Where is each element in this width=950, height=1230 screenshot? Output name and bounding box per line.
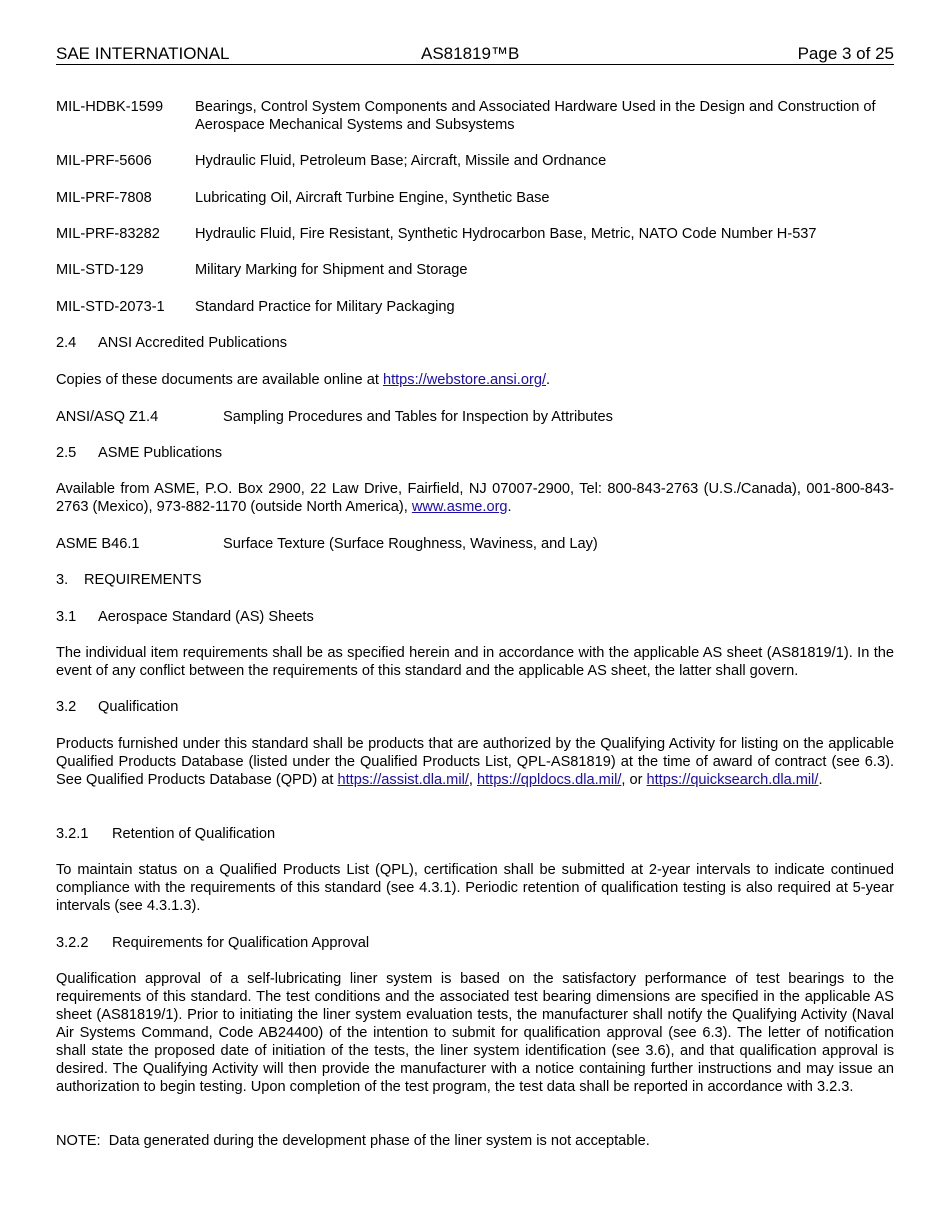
section-heading xyxy=(56,444,894,462)
reference-entry xyxy=(56,298,894,316)
reference-code: MIL-PRF-7808 xyxy=(56,190,152,206)
reference-code: MIL-STD-2073-1 xyxy=(56,299,165,315)
paragraph xyxy=(56,735,894,789)
section-number: 3.2.1 xyxy=(56,826,89,842)
punctuation: . xyxy=(507,499,512,515)
reference-title: Bearings, Control System Components and Associated Hardware Used in the Design and Construction of Aerospace Mechanical Systems and Subsystems xyxy=(195,99,876,133)
reference-entry xyxy=(56,152,894,170)
section-title: REQUIREMENTS xyxy=(84,572,202,588)
reference-entry xyxy=(56,261,894,279)
reference-code: MIL-PRF-83282 xyxy=(56,226,160,242)
reference-code: MIL-HDBK-1599 xyxy=(56,99,164,115)
section-heading xyxy=(56,698,894,716)
reference-title: Hydraulic Fluid, Petroleum Base; Aircraft, Missile and Ordnance xyxy=(195,153,607,169)
reference-entry xyxy=(56,189,894,207)
reference-title: Military Marking for Shipment and Storage xyxy=(195,262,468,278)
reference-entry xyxy=(56,225,894,243)
punctuation: , xyxy=(468,772,477,788)
qpldocs-link[interactable]: https://qpldocs.dla.mil/ xyxy=(476,772,622,788)
header-org: SAE INTERNATIONAL xyxy=(56,44,230,63)
section-title: Aerospace Standard (AS) Sheets xyxy=(98,609,314,625)
page-header xyxy=(56,44,894,65)
section-title: Qualification xyxy=(98,699,179,715)
paragraph: To maintain status on a Qualified Products List (QPL), certification shall be submitted at 2-year intervals to indicate continued compliance with the requirements of this standard (see 4.3.1). Periodic retention of qualification testing is also required at 5-year intervals (see 4.3.1.3). xyxy=(56,862,894,914)
reference-code: MIL-STD-129 xyxy=(56,262,144,278)
section-heading xyxy=(56,934,894,952)
paragraph-text: Products furnished under this standard shall be products that are authorized by the Qualifying Activity for listing on the applicable Qualified Products Database (listed under the Qualified Products List, QPL-AS81819) at the time of award of contract (see 6.3). See Qualified Products Database (QPD) at xyxy=(56,736,894,788)
reference-entry xyxy=(56,408,894,426)
section-number: 2.5 xyxy=(56,445,77,461)
section-title: Retention of Qualification xyxy=(112,826,276,842)
quicksearch-link[interactable]: https://quicksearch.dla.mil/ xyxy=(646,772,819,788)
section-title: ANSI Accredited Publications xyxy=(98,335,288,351)
section-heading xyxy=(56,825,894,843)
section-title: ASME Publications xyxy=(98,445,223,461)
reference-title: Hydraulic Fluid, Fire Resistant, Synthetic Hydrocarbon Base, Metric, NATO Code Number H-537 xyxy=(195,226,817,242)
paragraph xyxy=(56,480,894,516)
punctuation: , or xyxy=(621,772,647,788)
reference-title: Lubricating Oil, Aircraft Turbine Engine, Synthetic Base xyxy=(195,190,550,206)
section-number: 2.4 xyxy=(56,335,77,351)
section-number: 3.2.2 xyxy=(56,935,89,951)
reference-title: Sampling Procedures and Tables for Inspection by Attributes xyxy=(223,409,613,425)
punctuation: . xyxy=(546,372,551,388)
note: NOTE: Data generated during the development phase of the liner system is not acceptable. xyxy=(56,1133,650,1149)
reference-code: MIL-PRF-5606 xyxy=(56,153,152,169)
reference-code: ASME B46.1 xyxy=(56,536,140,552)
section-number: 3. xyxy=(56,572,69,588)
reference-title: Standard Practice for Military Packaging xyxy=(195,299,455,315)
ansi-webstore-link[interactable]: https://webstore.ansi.org/ xyxy=(382,372,546,388)
assist-link[interactable]: https://assist.dla.mil/ xyxy=(337,772,469,788)
header-doc-number: AS81819™B xyxy=(421,44,520,63)
paragraph: The individual item requirements shall be as specified herein and in accordance with the applicable AS sheet (AS81819/1). In the event of any conflict between the requirements of this standard and the applicable AS sheet, the latter shall govern. xyxy=(56,645,894,679)
paragraph: Qualification approval of a self-lubricating liner system is based on the satisfactory performance of test bearings to the requirements of this standard. The test conditions and the associated test bearing dimensions are specified in the applicable AS sheet (AS81819/1). Prior to initiating the liner system evaluation tests, the manufacturer shall notify the Qualifying Activity (Naval Air Systems Command, Code AB24400) of the intention to submit for qualification approval (see 6.3). The letter of notification shall state the proposed date of initiation of the tests, the liner system identification (see 3.6), and that qualification approval is desired. The Qualifying Activity will then provide the manufacturer with a notice containing further instructions and may issue an authorization to begin testing. Upon completion of the test program, the test data shall be reported in accordance with 3.2.3. xyxy=(56,971,894,1095)
paragraph-text: Available from ASME, P.O. Box 2900, 22 Law Drive, Fairfield, NJ 07007-2900, Tel: 800-843-2763 (U.S./Canada), 001-800-843-2763 (Mexico), 973-882-1170 (outside North America), xyxy=(56,481,894,515)
reference-code: ANSI/ASQ Z1.4 xyxy=(56,409,159,425)
paragraph xyxy=(56,371,894,389)
section-number: 3.1 xyxy=(56,609,77,625)
section-number: 3.2 xyxy=(56,699,77,715)
reference-title: Surface Texture (Surface Roughness, Waviness, and Lay) xyxy=(223,536,598,552)
section-title: Requirements for Qualification Approval xyxy=(112,935,370,951)
reference-entry xyxy=(56,98,894,134)
header-page-number: Page 3 of 25 xyxy=(797,44,894,63)
section-heading xyxy=(56,334,894,352)
punctuation: . xyxy=(818,772,823,788)
reference-entry xyxy=(56,535,894,553)
section-heading xyxy=(56,608,894,626)
paragraph-text: Copies of these documents are available online at xyxy=(56,372,383,388)
section-heading xyxy=(56,571,894,589)
asme-website-link[interactable]: www.asme.org xyxy=(411,499,508,515)
